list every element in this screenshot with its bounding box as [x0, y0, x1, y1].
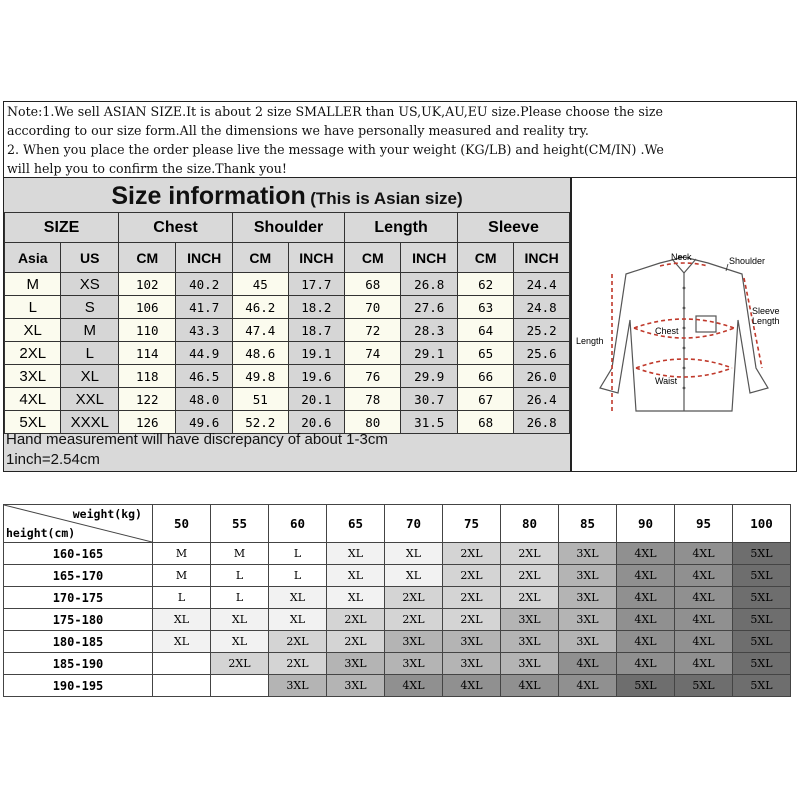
- cell-shoulder-cm: 45: [232, 273, 288, 296]
- cell-asia: M: [5, 273, 61, 296]
- size-recommendation-cell: 3XL: [501, 609, 559, 631]
- cell-chest-in: 46.5: [176, 365, 233, 388]
- label-shoulder: Shoulder: [729, 256, 766, 266]
- discrepancy-note: Hand measurement will have discrepancy of about 1-3cm: [6, 431, 388, 448]
- size-recommendation-cell: L: [211, 565, 269, 587]
- cell-chest-in: 48.0: [176, 388, 233, 411]
- size-recommendation-cell: 2XL: [501, 543, 559, 565]
- cell-shoulder-in: 19.6: [288, 365, 345, 388]
- size-recommendation-cell: L: [269, 565, 327, 587]
- size-recommendation-cell: 3XL: [443, 653, 501, 675]
- size-recommendation-cell: 3XL: [559, 609, 617, 631]
- weight-header: 60: [269, 505, 327, 543]
- cell-asia: 3XL: [5, 365, 61, 388]
- cell-sleeve-in: 26.4: [514, 388, 570, 411]
- size-row: [5, 319, 570, 342]
- height-row: [4, 631, 791, 653]
- height-row: [4, 609, 791, 631]
- weight-header: 55: [211, 505, 269, 543]
- size-recommendation-cell: [211, 675, 269, 697]
- size-recommendation-cell: 2XL: [501, 587, 559, 609]
- size-recommendation-cell: 5XL: [733, 543, 791, 565]
- size-recommendation-cell: 3XL: [559, 565, 617, 587]
- cell-chest-cm: 122: [119, 388, 176, 411]
- size-recommendation-cell: 2XL: [327, 631, 385, 653]
- cell-us: XS: [61, 273, 119, 296]
- size-row: [5, 365, 570, 388]
- subheader-inch: INCH: [176, 243, 233, 273]
- height-range: 180-185: [4, 631, 153, 653]
- label-waist: Waist: [655, 376, 678, 386]
- cell-asia: 5XL: [5, 411, 61, 434]
- cell-us: S: [61, 296, 119, 319]
- cell-shoulder-in: 18.7: [288, 319, 345, 342]
- cell-length-in: 30.7: [401, 388, 458, 411]
- cell-shoulder-cm: 47.4: [232, 319, 288, 342]
- cell-chest-in: 44.9: [176, 342, 233, 365]
- cell-us: XXL: [61, 388, 119, 411]
- cell-sleeve-in: 25.6: [514, 342, 570, 365]
- header-length: Length: [345, 213, 458, 243]
- height-row: [4, 653, 791, 675]
- cell-shoulder-cm: 52.2: [232, 411, 288, 434]
- size-note: [3, 101, 797, 178]
- subheader-cm: CM: [458, 243, 514, 273]
- size-row: [5, 296, 570, 319]
- cell-chest-in: 43.3: [176, 319, 233, 342]
- subheader-inch: INCH: [401, 243, 458, 273]
- weight-header: 50: [153, 505, 211, 543]
- size-recommendation-cell: XL: [153, 609, 211, 631]
- cell-sleeve-cm: 63: [458, 296, 514, 319]
- cell-shoulder-cm: 46.2: [232, 296, 288, 319]
- inch-conversion-note: 1inch=2.54cm: [6, 451, 100, 468]
- size-recommendation-cell: 4XL: [675, 631, 733, 653]
- height-range: 185-190: [4, 653, 153, 675]
- size-recommendation-cell: XL: [153, 631, 211, 653]
- size-row: [5, 388, 570, 411]
- cell-chest-in: 40.2: [176, 273, 233, 296]
- size-recommendation-cell: 4XL: [559, 653, 617, 675]
- size-recommendation-cell: L: [211, 587, 269, 609]
- cell-us: M: [61, 319, 119, 342]
- cell-length-in: 28.3: [401, 319, 458, 342]
- size-recommendation-cell: 3XL: [327, 653, 385, 675]
- size-recommendation-cell: 4XL: [617, 587, 675, 609]
- label-neck: Neck: [671, 252, 692, 262]
- height-range: 160-165: [4, 543, 153, 565]
- size-recommendation-cell: XL: [327, 565, 385, 587]
- cell-length-in: 29.1: [401, 342, 458, 365]
- title-main: Size information: [111, 182, 306, 210]
- size-recommendation-cell: 4XL: [675, 587, 733, 609]
- size-recommendation-cell: 4XL: [559, 675, 617, 697]
- cell-sleeve-in: 24.8: [514, 296, 570, 319]
- cell-length-cm: 76: [345, 365, 401, 388]
- note-line: according to our size form.All the dimensions we have personally measured and reality try.: [7, 123, 589, 138]
- size-table-title: [4, 178, 570, 212]
- size-recommendation-cell: L: [153, 587, 211, 609]
- weight-header: 80: [501, 505, 559, 543]
- size-recommendation-cell: 2XL: [501, 565, 559, 587]
- size-footnotes: [4, 430, 572, 471]
- weight-header: 90: [617, 505, 675, 543]
- cell-sleeve-in: 25.2: [514, 319, 570, 342]
- height-range: 165-170: [4, 565, 153, 587]
- cell-length-cm: 70: [345, 296, 401, 319]
- cell-sleeve-cm: 64: [458, 319, 514, 342]
- weight-header: 85: [559, 505, 617, 543]
- subheader-cm: CM: [119, 243, 176, 273]
- label-chest: Chest: [655, 326, 679, 336]
- size-recommendation-cell: 4XL: [675, 609, 733, 631]
- cell-shoulder-in: 17.7: [288, 273, 345, 296]
- size-table: [4, 212, 570, 434]
- size-recommendation-cell: 5XL: [733, 565, 791, 587]
- header-sleeve: Sleeve: [458, 213, 570, 243]
- size-recommendation-cell: 3XL: [385, 631, 443, 653]
- weight-header: 75: [443, 505, 501, 543]
- cell-sleeve-cm: 66: [458, 365, 514, 388]
- cell-asia: 4XL: [5, 388, 61, 411]
- size-recommendation-cell: 3XL: [559, 587, 617, 609]
- cell-sleeve-in: 26.0: [514, 365, 570, 388]
- size-recommendation-cell: [153, 653, 211, 675]
- cell-length-in: 27.6: [401, 296, 458, 319]
- cell-asia: L: [5, 296, 61, 319]
- weight-axis-label: weight(kg): [72, 507, 142, 521]
- label-sleeve-length: Sleeve Length: [752, 306, 780, 326]
- header-size: SIZE: [5, 213, 119, 243]
- size-recommendation-cell: M: [153, 543, 211, 565]
- cell-sleeve-in: 24.4: [514, 273, 570, 296]
- cell-sleeve-cm: 67: [458, 388, 514, 411]
- size-row: [5, 342, 570, 365]
- size-recommendation-cell: 2XL: [443, 609, 501, 631]
- cell-chest-cm: 102: [119, 273, 176, 296]
- weight-header: 70: [385, 505, 443, 543]
- cell-sleeve-cm: 65: [458, 342, 514, 365]
- size-recommendation-cell: 3XL: [443, 631, 501, 653]
- weight-header: 95: [675, 505, 733, 543]
- size-recommendation-cell: 5XL: [733, 631, 791, 653]
- cell-shoulder-cm: 49.8: [232, 365, 288, 388]
- cell-chest-cm: 114: [119, 342, 176, 365]
- cell-us: L: [61, 342, 119, 365]
- cell-chest-in: 41.7: [176, 296, 233, 319]
- size-recommendation-cell: 3XL: [501, 653, 559, 675]
- size-recommendation-cell: XL: [269, 609, 327, 631]
- size-recommendation-cell: 4XL: [675, 653, 733, 675]
- size-recommendation-cell: 4XL: [617, 543, 675, 565]
- size-recommendation-cell: XL: [327, 587, 385, 609]
- subheader-inch: INCH: [514, 243, 570, 273]
- size-recommendation-cell: 3XL: [269, 675, 327, 697]
- size-recommendation-cell: 2XL: [269, 631, 327, 653]
- height-row: [4, 565, 791, 587]
- size-recommendation-cell: 4XL: [675, 543, 733, 565]
- height-range: 170-175: [4, 587, 153, 609]
- cell-us: XL: [61, 365, 119, 388]
- size-recommendation-cell: M: [153, 565, 211, 587]
- size-recommendation-cell: 2XL: [443, 565, 501, 587]
- size-recommendation-cell: 4XL: [501, 675, 559, 697]
- cell-chest-cm: 110: [119, 319, 176, 342]
- size-recommendation-cell: 3XL: [559, 631, 617, 653]
- size-recommendation-cell: 3XL: [559, 543, 617, 565]
- cell-length-cm: 78: [345, 388, 401, 411]
- subheader-inch: INCH: [288, 243, 345, 273]
- size-recommendation-cell: 5XL: [617, 675, 675, 697]
- subheader-cm: CM: [232, 243, 288, 273]
- size-recommendation-cell: 2XL: [443, 587, 501, 609]
- header-shoulder: Shoulder: [232, 213, 344, 243]
- label-length: Length: [576, 336, 604, 346]
- header-chest: Chest: [119, 213, 233, 243]
- note-line: will help you to confirm the size.Thank you!: [7, 161, 287, 176]
- size-recommendation-cell: XL: [385, 543, 443, 565]
- cell-shoulder-cm: 48.6: [232, 342, 288, 365]
- subheader-asia: Asia: [5, 243, 61, 273]
- size-recommendation-cell: XL: [211, 631, 269, 653]
- cell-shoulder-cm: 51: [232, 388, 288, 411]
- cell-length-in: 26.8: [401, 273, 458, 296]
- size-recommendation-cell: 4XL: [385, 675, 443, 697]
- size-recommendation-cell: 4XL: [617, 631, 675, 653]
- height-range: 190-195: [4, 675, 153, 697]
- size-recommendation-cell: XL: [211, 609, 269, 631]
- cell-chest-cm: 118: [119, 365, 176, 388]
- weight-header: 65: [327, 505, 385, 543]
- cell-sleeve-in: 26.8: [514, 411, 570, 434]
- size-recommendation-cell: 5XL: [675, 675, 733, 697]
- cell-shoulder-in: 20.1: [288, 388, 345, 411]
- size-recommendation-cell: 4XL: [617, 653, 675, 675]
- size-recommendation-cell: 3XL: [501, 631, 559, 653]
- height-row: [4, 587, 791, 609]
- height-range: 175-180: [4, 609, 153, 631]
- height-row: [4, 675, 791, 697]
- cell-shoulder-in: 19.1: [288, 342, 345, 365]
- size-recommendation-cell: 4XL: [675, 565, 733, 587]
- size-recommendation-cell: 3XL: [385, 653, 443, 675]
- cell-asia: XL: [5, 319, 61, 342]
- size-recommendation-cell: 2XL: [211, 653, 269, 675]
- cell-length-in: 31.5: [401, 411, 458, 434]
- size-recommendation-cell: [153, 675, 211, 697]
- size-recommendation-cell: 2XL: [269, 653, 327, 675]
- size-recommendation-cell: 4XL: [617, 565, 675, 587]
- cell-chest-cm: 126: [119, 411, 176, 434]
- subheader-us: US: [61, 243, 119, 273]
- size-recommendation-cell: 4XL: [617, 609, 675, 631]
- size-recommendation-cell: 5XL: [733, 675, 791, 697]
- cell-chest-cm: 106: [119, 296, 176, 319]
- size-recommendation-cell: 2XL: [385, 587, 443, 609]
- size-recommendation-cell: M: [211, 543, 269, 565]
- cell-length-cm: 68: [345, 273, 401, 296]
- subheader-cm: CM: [345, 243, 401, 273]
- cell-shoulder-in: 18.2: [288, 296, 345, 319]
- note-line: 2. When you place the order please live the message with your weight (KG/LB) and height(CM/IN) .We: [7, 142, 664, 157]
- size-recommendation-cell: 2XL: [385, 609, 443, 631]
- size-recommendation-cell: 4XL: [443, 675, 501, 697]
- title-sub: (This is Asian size): [310, 189, 463, 208]
- cell-sleeve-cm: 68: [458, 411, 514, 434]
- size-recommendation-cell: 2XL: [327, 609, 385, 631]
- cell-length-cm: 72: [345, 319, 401, 342]
- shirt-measurement-diagram: [571, 177, 797, 472]
- weight-height-table: [3, 504, 791, 697]
- size-recommendation-cell: 5XL: [733, 587, 791, 609]
- height-row: [4, 543, 791, 565]
- size-recommendation-cell: XL: [385, 565, 443, 587]
- cell-asia: 2XL: [5, 342, 61, 365]
- height-axis-label: height(cm): [6, 526, 76, 540]
- size-row: [5, 273, 570, 296]
- cell-chest-in: 49.6: [176, 411, 233, 434]
- corner-cell: [4, 505, 153, 543]
- weight-header: 100: [733, 505, 791, 543]
- cell-us: XXXL: [61, 411, 119, 434]
- size-recommendation-cell: L: [269, 543, 327, 565]
- size-recommendation-cell: XL: [269, 587, 327, 609]
- note-line: Note:1.We sell ASIAN SIZE.It is about 2 size SMALLER than US,UK,AU,EU size.Please choose the size: [7, 104, 663, 119]
- cell-length-cm: 74: [345, 342, 401, 365]
- size-recommendation-cell: 5XL: [733, 609, 791, 631]
- cell-sleeve-cm: 62: [458, 273, 514, 296]
- size-recommendation-cell: 3XL: [327, 675, 385, 697]
- size-recommendation-cell: 5XL: [733, 653, 791, 675]
- cell-shoulder-in: 20.6: [288, 411, 345, 434]
- cell-length-in: 29.9: [401, 365, 458, 388]
- size-recommendation-cell: XL: [327, 543, 385, 565]
- size-recommendation-cell: 2XL: [443, 543, 501, 565]
- size-information-panel: [3, 177, 571, 472]
- cell-length-cm: 80: [345, 411, 401, 434]
